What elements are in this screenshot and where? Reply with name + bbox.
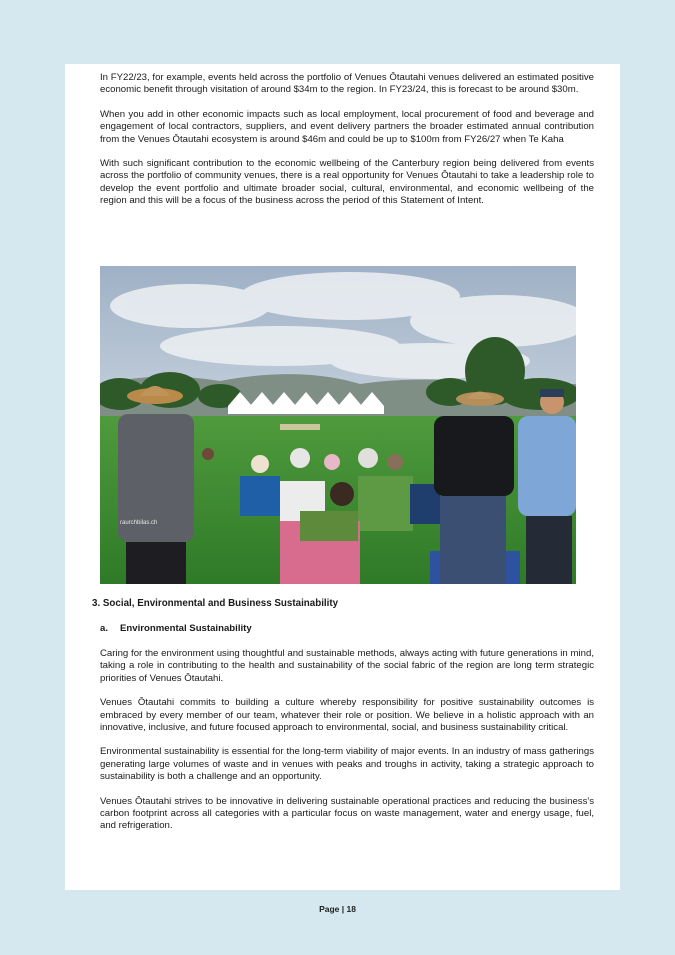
paragraph-operational-practices: Venues Ōtautahi strives to be innovative in delivering sustainable operational practices and reducing the business's carbon footprint across all categories with a particular focus on waste management, water and energy usage, fuel, and refrigeration.	[100, 795, 594, 832]
pitch	[280, 424, 320, 430]
paragraph-economic-impacts: When you add in other economic impacts such as local employment, local procurement of food and beverage and engagement of local contractors, suppliers, and event delivery partners the broader estimated annual contribution from the Venues Ōtautahi ecosystem is around $46m and could be up to $100m from FY26/27 when Te Kaha	[100, 108, 594, 145]
standing-spectator-right	[518, 389, 576, 584]
cricket-crowd-photo	[100, 266, 576, 584]
paragraph-caring-environment: Caring for the environment using thoughtful and sustainable methods, always acting with future generations in mind, taking a role in contributing to the health and sustainability of the social fabric of the region are long term strategic priorities of Venues Ōtautahi.	[100, 648, 594, 684]
shirt-print: raurchbilas.ch	[120, 520, 158, 526]
paragraph-economic-benefit: In FY22/23, for example, events held across the portfolio of Venues Ōtautahi venues delivered an estimated positive economic benefit through visitation of around $34m to the region. In FY23/24, this is forecast to be around $30m.	[100, 72, 594, 96]
document-page	[65, 64, 620, 890]
sustainability-text-block	[100, 648, 594, 845]
subsection-heading	[100, 623, 252, 634]
section-heading: 3. Social, Environmental and Business Sustainability	[92, 598, 339, 609]
paragraph-culture: Venues Ōtautahi commits to building a culture whereby responsibility for positive sustainability outcomes is embraced by every member of our team, whatever their role or position. We believe in a holistic approach with an innovative, inclusive, and future focused approach to environmental, social, and business sustainability critical.	[100, 697, 594, 734]
page-number: Page | 18	[319, 904, 356, 914]
intro-text-block	[100, 72, 594, 220]
subsection-number: a.	[100, 623, 109, 634]
subsection-title: Environmental Sustainability	[120, 623, 252, 634]
paragraph-long-term-viability: Environmental sustainability is essential for the long-term viability of major events. In an industry of mass gatherings generating large volumes of waste and in venues with peaks and troughs in activity, taking a strategic approach to sustainability is both a challenge and an opportunity.	[100, 746, 594, 783]
paragraph-leadership-role: With such significant contribution to the economic wellbeing of the Canterbury region being delivered from events across the portfolio of community venues, there is a real opportunity for Venues Ōtautahi to take a leadership role to develop the event portfolio and ultimate broader social, cultural, environmental, and economic wellbeing of the region and this will be a focus of the business across the period of this Statement of Intent.	[100, 158, 594, 207]
standing-spectator-left	[118, 386, 194, 584]
standing-spectator-center-right	[434, 392, 514, 585]
